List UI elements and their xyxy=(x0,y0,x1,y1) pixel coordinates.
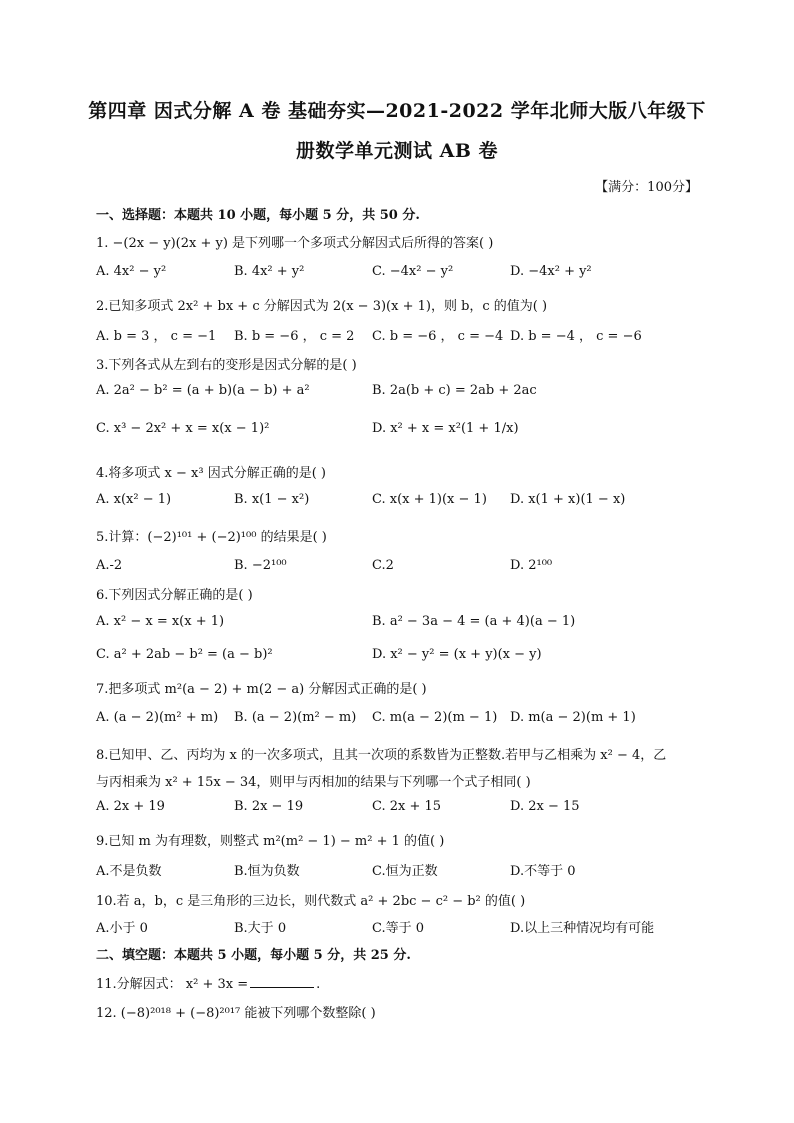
question-4-stem: 4.将多项式 x − x³ 因式分解正确的是( ) xyxy=(96,466,326,481)
question-7-stem: 7.把多项式 m²(a − 2) + m(2 − a) 分解因式正确的是( ) xyxy=(96,682,427,697)
q9-option-b: B.恒为负数 xyxy=(234,864,300,879)
q10-option-a: A.小于 0 xyxy=(96,921,148,936)
q5-option-b: B. −2¹⁰⁰ xyxy=(234,558,287,573)
section1-heading: 一、选择题：本题共 10 小题，每小题 5 分，共 50 分. xyxy=(96,208,420,223)
q3-option-b: B. 2a(b + c) = 2ab + 2ac xyxy=(372,383,537,398)
q7-option-a: A. (a − 2)(m² + m) xyxy=(96,710,219,725)
q4-option-d: D. x(1 + x)(1 − x) xyxy=(510,492,626,507)
q3-option-c: C. x³ − 2x² + x = x(x − 1)² xyxy=(96,421,270,436)
q6-option-a: A. x² − x = x(x + 1) xyxy=(96,614,225,629)
q6-option-b: B. a² − 3a − 4 = (a + 4)(a − 1) xyxy=(372,614,576,629)
q6-option-d: D. x² − y² = (x + y)(x − y) xyxy=(372,647,542,662)
page-title-line1: 第四章 因式分解 A 卷 基础夯实—2021-2022 学年北师大版八年级下 xyxy=(88,100,706,122)
q8-option-b: B. 2x − 19 xyxy=(234,799,304,814)
question-8-stem-cont: 与丙相乘为 x² + 15x − 34，则甲与丙相加的结果与下列哪一个式子相同( ) xyxy=(96,775,531,790)
q9-option-c: C.恒为正数 xyxy=(372,864,438,879)
q8-option-c: C. 2x + 15 xyxy=(372,799,442,814)
q2-option-d: D. b = −4 ， c = −6 xyxy=(510,329,642,344)
q5-option-a: A.-2 xyxy=(96,558,123,573)
question-10-stem: 10.若 a，b，c 是三角形的三边长，则代数式 a² + 2bc − c² − b² 的值( ) xyxy=(96,894,526,909)
q4-option-b: B. x(1 − x²) xyxy=(234,492,310,507)
q1-option-a: A. 4x² − y² xyxy=(96,264,167,279)
page-title-line2: 册数学单元测试 AB 卷 xyxy=(295,140,499,162)
question-11-period: . xyxy=(316,977,321,992)
question-11 xyxy=(96,973,320,992)
q2-option-b: B. b = −6 ， c = 2 xyxy=(234,329,355,344)
q4-option-c: C. x(x + 1)(x − 1) xyxy=(372,492,487,507)
q1-option-b: B. 4x² + y² xyxy=(234,264,305,279)
question-3-stem: 3.下列各式从左到右的变形是因式分解的是( ) xyxy=(96,358,357,373)
q2-option-c: C. b = −6 ， c = −4 xyxy=(372,329,504,344)
q9-option-d: D.不等于 0 xyxy=(510,864,576,879)
q4-option-a: A. x(x² − 1) xyxy=(96,492,172,507)
q7-option-b: B. (a − 2)(m² − m) xyxy=(234,710,357,725)
question-11-stem: 11.分解因式： x² + 3x = xyxy=(96,977,249,992)
question-12-stem: 12. (−8)²⁰¹⁸ + (−8)²⁰¹⁷ 能被下列哪个数整除( ) xyxy=(96,1006,376,1021)
q8-option-a: A. 2x + 19 xyxy=(96,799,165,814)
q10-option-b: B.大于 0 xyxy=(234,921,287,936)
q3-option-d: D. x² + x = x²(1 + 1/x) xyxy=(372,421,519,436)
q7-option-c: C. m(a − 2)(m − 1) xyxy=(372,710,498,725)
question-8-stem: 8.已知甲、乙、丙均为 x 的一次多项式，且其一次项的系数皆为正整数.若甲与乙相乘为 x² − 4，乙 xyxy=(96,748,667,763)
q5-option-d: D. 2¹⁰⁰ xyxy=(510,558,553,573)
question-9-stem: 9.已知 m 为有理数，则整式 m²(m² − 1) − m² + 1 的值( ) xyxy=(96,834,445,849)
q10-option-c: C.等于 0 xyxy=(372,921,425,936)
q5-option-c: C.2 xyxy=(372,558,394,573)
q10-option-d: D.以上三种情况均有可能 xyxy=(510,921,655,936)
answer-blank[interactable] xyxy=(250,975,314,988)
q9-option-a: A.不是负数 xyxy=(96,864,162,879)
question-5-stem: 5.计算：(−2)¹⁰¹ + (−2)¹⁰⁰ 的结果是( ) xyxy=(96,530,327,545)
q3-option-a: A. 2a² − b² = (a + b)(a − b) + a² xyxy=(96,383,310,398)
q1-option-c: C. −4x² − y² xyxy=(372,264,454,279)
question-6-stem: 6.下列因式分解正确的是( ) xyxy=(96,588,253,603)
q8-option-d: D. 2x − 15 xyxy=(510,799,580,814)
full-score-label: 【满分：100分】 xyxy=(595,180,698,195)
section2-heading: 二、填空题：本题共 5 小题，每小题 5 分，共 25 分. xyxy=(96,948,411,963)
q2-option-a: A. b = 3 ， c = −1 xyxy=(96,329,217,344)
q6-option-c: C. a² + 2ab − b² = (a − b)² xyxy=(96,647,273,662)
q1-option-d: D. −4x² + y² xyxy=(510,264,592,279)
question-1-stem: 1. −(2x − y)(2x + y) 是下列哪一个多项式分解因式后所得的答案( ) xyxy=(96,236,494,251)
question-2-stem: 2.已知多项式 2x² + bx + c 分解因式为 2(x − 3)(x + 1)，则 b，c 的值为( ) xyxy=(96,299,548,314)
q7-option-d: D. m(a − 2)(m + 1) xyxy=(510,710,636,725)
